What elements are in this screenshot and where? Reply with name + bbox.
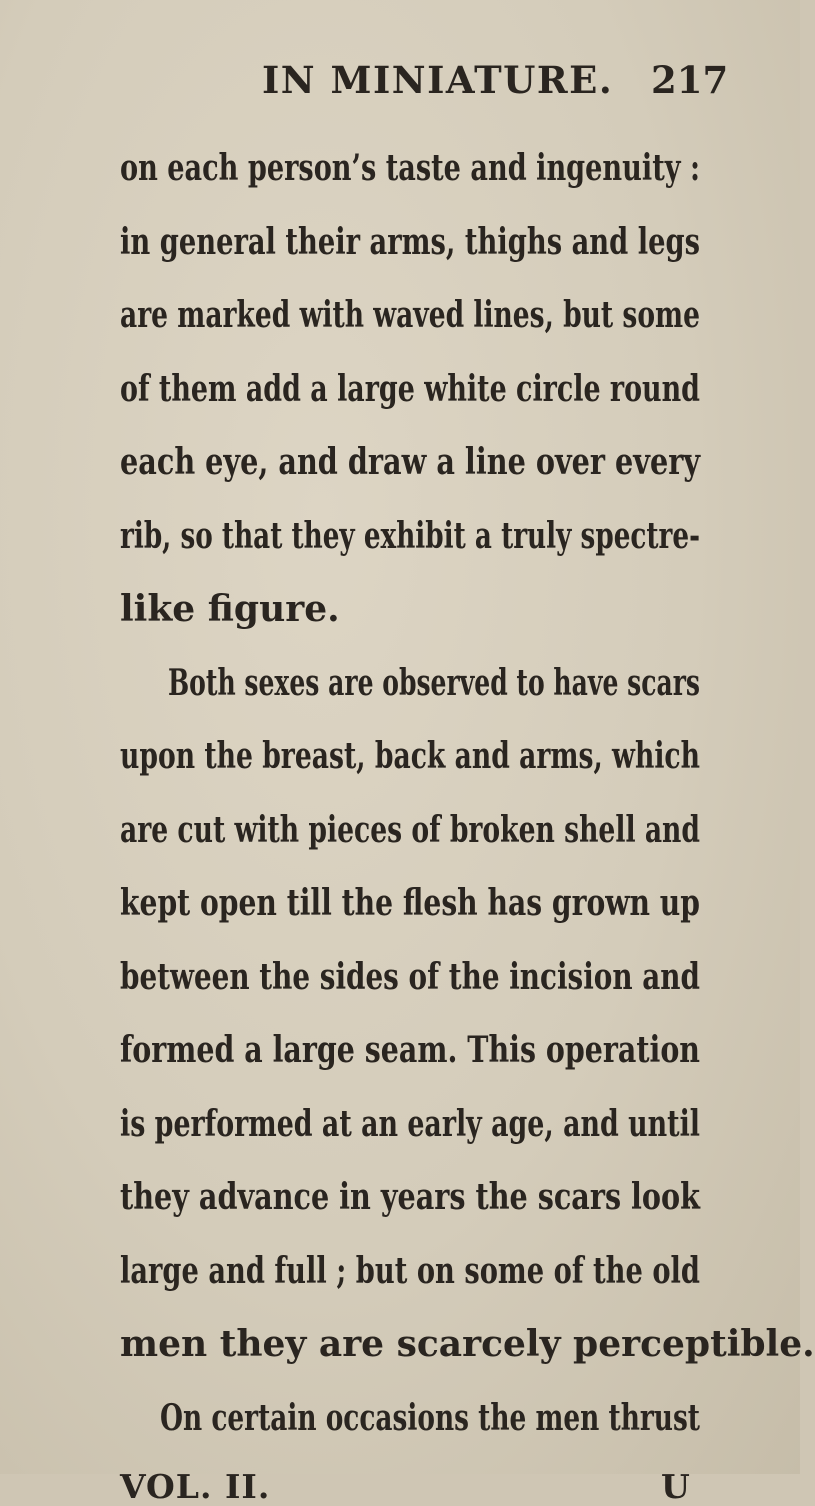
line-text: formed a large seam. This operation [120, 1029, 700, 1071]
line-text: are cut with pieces of broken shell and [120, 808, 700, 851]
line-text: each eye, and draw a line over every [120, 441, 700, 483]
running-header: IN MINIATURE. [262, 58, 614, 102]
line-text: like figure. [120, 588, 340, 630]
line-text: on each person’s taste and ingenuity : [120, 147, 700, 189]
line-text: of them add a large white circle round [120, 367, 700, 410]
signature-mark: VOL. II. [120, 1467, 271, 1506]
line-text: in general their arms, thighs and legs [120, 220, 700, 263]
line-text: between the sides of the incision and [120, 955, 700, 998]
gathering-mark: U [661, 1467, 690, 1506]
line-text: large and full ; but on some of the old [120, 1249, 700, 1292]
line-text: they advance in years the scars look [120, 1176, 700, 1218]
line-text: are marked with waved lines, but some [120, 294, 700, 336]
line-text: upon the breast, back and arms, which [120, 735, 700, 777]
line-text: men they are scarcely perceptible. [120, 1323, 815, 1365]
line-text: On certain occasions the men thrust [160, 1396, 700, 1439]
line-text: rib, so that they exhibit a truly spectre- [120, 514, 700, 557]
line-text: kept open till the flesh has grown up [120, 882, 700, 924]
line-text: is performed at an early age, and until [120, 1102, 700, 1145]
line-text: Both sexes are observed to have scars [168, 661, 700, 704]
page-number: 217 [651, 58, 729, 102]
